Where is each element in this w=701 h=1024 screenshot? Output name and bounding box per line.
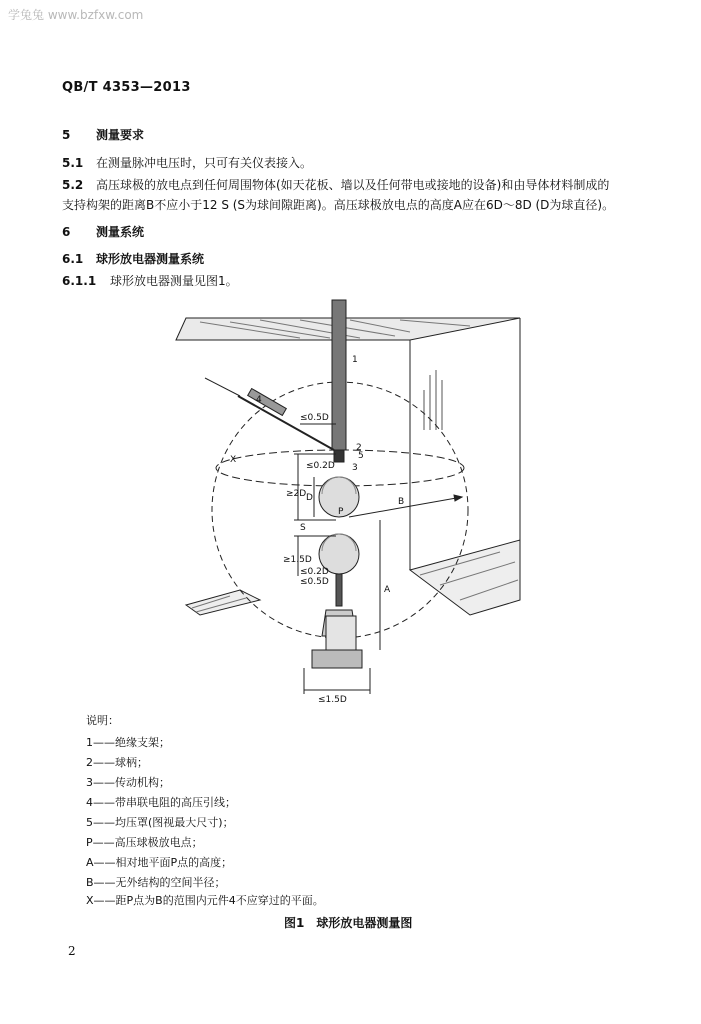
label-1: 1 [352, 355, 358, 365]
section-6-1-title: 球形放电器测量系统 [96, 252, 205, 266]
radius-b-arrow [454, 495, 462, 501]
legend-item: 4——带串联电阻的高压引线； [86, 796, 236, 809]
page-number: 2 [68, 944, 76, 958]
label-b: B [398, 497, 405, 507]
label-4: 4 [256, 395, 262, 405]
label-x: X [230, 455, 237, 465]
label-ge2d: ≥2D [286, 489, 307, 499]
label-3: 3 [352, 463, 358, 473]
legend-item: A——相对地平面P点的高度； [86, 856, 233, 869]
label-le05d-top: ≤0.5D [300, 413, 329, 423]
para-5-2-line1: 高压球极的放电点到任何周围物体(如天花板、墙以及任何带电或接地的设备)和由导体材料制成的 [96, 178, 610, 192]
insulating-support [332, 300, 346, 450]
hv-lead-tail [205, 378, 240, 396]
label-s: S [300, 523, 306, 533]
watermark: 学兔兔 www.bzfxw.com [8, 8, 144, 22]
cabinet-base [312, 650, 362, 668]
section-5-number: 5 [62, 128, 71, 142]
label-le02d-bottom: ≤0.2D [300, 567, 329, 577]
standard-number: QB/T 4353—2013 [62, 80, 191, 95]
legend-item: 3——传动机构； [86, 776, 170, 789]
figure-caption: 图1 球形放电器测量图 [284, 916, 413, 930]
hv-lead [238, 396, 334, 450]
legend-title: 说明： [86, 714, 119, 727]
legend-item: P——高压球极放电点； [86, 836, 203, 849]
section-6-number: 6 [62, 225, 71, 239]
para-5-2-number: 5.2 [62, 178, 84, 192]
ball-stem [334, 450, 344, 462]
label-le02d-top: ≤0.2D [306, 461, 335, 471]
legend-item: X——距P点为B的范围内元件4不应穿过的平面。 [86, 894, 324, 907]
para-6-1-1-number: 6.1.1 [62, 274, 97, 288]
label-a: A [384, 585, 391, 595]
section-5-title: 测量要求 [96, 128, 145, 142]
lower-stem [336, 574, 342, 606]
legend-item: 5——均压罩(图视最大尺寸)； [86, 816, 234, 829]
ceiling-plane [176, 318, 520, 340]
para-5-1-text: 在测量脉冲电压时，只可有关仪表接入。 [96, 156, 313, 170]
label-5: 5 [358, 451, 364, 461]
para-6-1-1-text: 球形放电器测量见图1。 [110, 274, 238, 288]
label-2: 2 [356, 443, 362, 453]
label-d: D [306, 493, 313, 503]
label-p: P [338, 507, 344, 517]
label-le15d: ≤1.5D [318, 695, 347, 705]
label-le05d-bottom: ≤0.5D [300, 577, 329, 587]
legend-item: B——无外结构的空间半径； [86, 876, 226, 889]
wall-hatch [424, 370, 442, 430]
legend-item: 1——绝缘支架； [86, 736, 170, 749]
label-ge15d: ≥1.5D [283, 555, 312, 565]
section-6-1-number: 6.1 [62, 252, 84, 266]
section-6-title: 测量系统 [96, 225, 145, 239]
legend-item: 2——球柄； [86, 756, 148, 769]
radius-b-line [349, 497, 462, 517]
para-5-2-line2: 支持构架的距离B不应小于12 S (S为球间隙距离)。高压球极放电点的高度A应在6D～8D (D为球直径)。 [62, 198, 615, 212]
para-5-1-number: 5.1 [62, 156, 84, 170]
